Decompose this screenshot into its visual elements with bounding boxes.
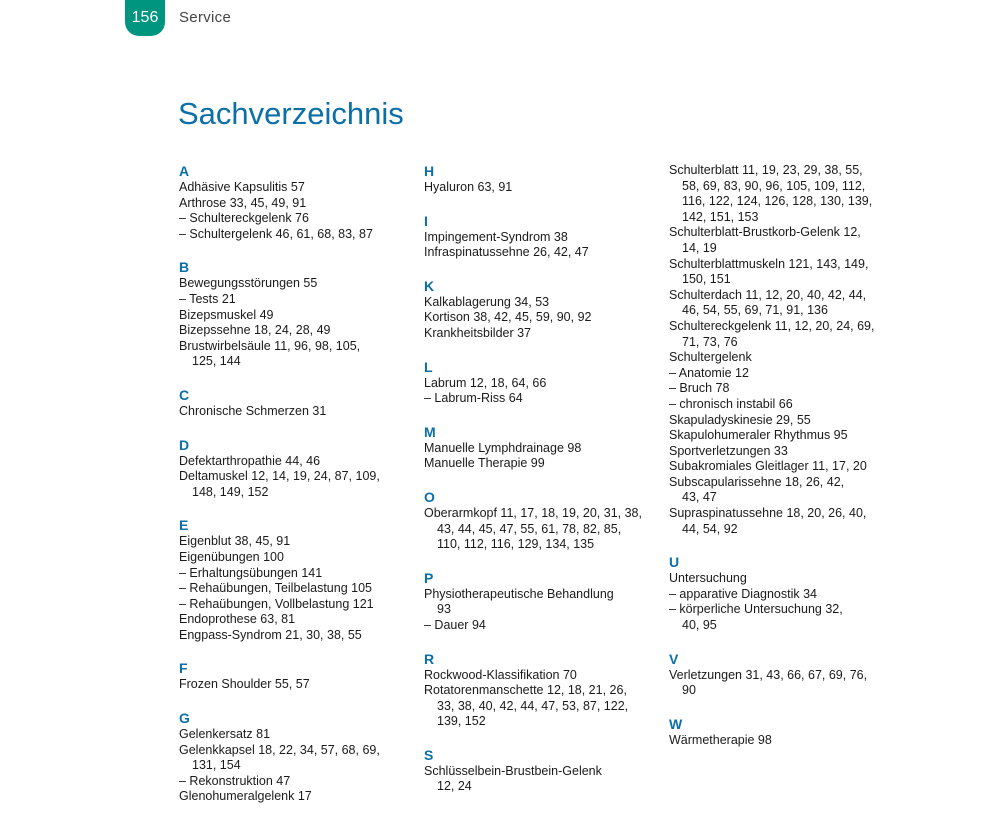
index-group (424, 163, 654, 196)
index-entry (669, 506, 899, 537)
index-entry (669, 225, 899, 256)
index-entry (179, 292, 409, 308)
index-entry-continuation: 116, 122, 124, 126, 128, 130, 139, (682, 194, 873, 209)
index-letter-heading: W (669, 715, 683, 732)
index-entry (424, 764, 654, 795)
index-letter-heading: A (179, 163, 190, 179)
index-entry (669, 350, 899, 366)
index-group (424, 278, 654, 342)
index-entry (179, 469, 409, 500)
index-entry (179, 180, 409, 196)
index-entry (179, 677, 409, 693)
index-entry-text: – Rekonstruktion 47 (179, 773, 291, 788)
index-entry (179, 774, 409, 790)
running-head: Service (179, 9, 232, 26)
index-entry-continuation: 131, 154 (192, 758, 241, 773)
index-entry-text: Adhäsive Kapsulitis 57 (179, 180, 305, 194)
index-entry-text: Labrum 12, 18, 64, 66 (424, 375, 547, 390)
index-entry-text: Rotatorenmanschette 12, 18, 21, 26, (424, 683, 627, 698)
index-entry (179, 404, 409, 420)
index-entry-text: – Tests 21 (179, 291, 236, 306)
index-group (179, 517, 409, 643)
index-entry (669, 288, 899, 319)
index-entry-text: Infraspinatussehne 26, 42, 47 (424, 245, 589, 260)
index-entry-text: Skapuladyskinesie 29, 55 (669, 412, 811, 427)
index-entry (669, 381, 899, 397)
index-entry (424, 456, 654, 472)
index-entry-continuation: 142, 151, 153 (682, 209, 759, 224)
index-entry (669, 475, 899, 506)
index-letter-heading: M (424, 423, 436, 440)
index-entry (669, 459, 899, 475)
index-letter-heading: F (179, 660, 188, 677)
index-group (424, 213, 654, 261)
index-entry (179, 612, 409, 628)
index-entry (424, 683, 654, 730)
index-entry-text: Schlüsselbein-Brustbein-Gelenk (424, 763, 602, 778)
index-entry (424, 180, 654, 196)
index-entry-text: Oberarmkopf 11, 17, 18, 19, 20, 31, 38, (424, 505, 642, 520)
index-group (424, 489, 654, 553)
index-entry (424, 441, 654, 457)
index-column-1 (179, 163, 409, 822)
index-entry-text: Impingement-Syndrom 38 (424, 229, 568, 244)
index-group (179, 163, 409, 242)
index-group (424, 424, 654, 472)
index-entry-continuation: 12, 24 (437, 779, 472, 794)
index-entry-text: Gelenkkapsel 18, 22, 34, 57, 68, 69, (179, 742, 380, 757)
index-entry (424, 587, 654, 618)
index-letter-heading: H (424, 163, 435, 179)
page-number-badge (125, 0, 165, 36)
index-entry (179, 727, 409, 743)
index-column-3 (669, 163, 899, 765)
index-entry (179, 743, 409, 774)
index-entry-text: – Labrum-Riss 64 (424, 391, 523, 406)
index-entry-text: – Dauer 94 (424, 617, 486, 632)
index-entry (424, 326, 654, 342)
index-letter-heading: V (669, 650, 679, 667)
index-entry-text: Eigenübungen 100 (179, 549, 284, 564)
index-entry-text: Brustwirbelsäule 11, 96, 98, 105, (179, 338, 361, 353)
index-entry-text: Arthrose 33, 45, 49, 91 (179, 195, 307, 210)
index-entry-text: Verletzungen 31, 43, 66, 67, 69, 76, (669, 667, 868, 682)
index-entry-text: Eigenblut 38, 45, 91 (179, 534, 291, 549)
index-letter-heading: I (424, 212, 428, 229)
index-group (424, 747, 654, 795)
index-entry-text: Rockwood-Klassifikation 70 (424, 667, 577, 682)
index-entry (669, 163, 899, 225)
index-entry (179, 211, 409, 227)
index-entry-text: Skapulohumeraler Rhythmus 95 (669, 428, 848, 443)
index-entry (669, 413, 899, 429)
index-entry-text: – Anatomie 12 (669, 365, 749, 380)
index-entry-text: Chronische Schmerzen 31 (179, 403, 327, 418)
index-letter-heading: E (179, 517, 189, 534)
index-entry-text: Schultereckgelenk 11, 12, 20, 24, 69, (669, 318, 875, 333)
index-entry-continuation: 40, 95 (682, 618, 717, 633)
index-letter-heading: D (179, 436, 190, 453)
index-letter-heading: S (424, 746, 434, 763)
index-letter-heading: O (424, 488, 435, 505)
index-entry-text: Defektarthropathie 44, 46 (179, 453, 321, 468)
index-entry (179, 227, 409, 243)
index-entry (669, 397, 899, 413)
index-entry (424, 376, 654, 392)
index-entry (424, 295, 654, 311)
index-entry-text: Deltamuskel 12, 14, 19, 24, 87, 109, (179, 469, 380, 484)
index-group (669, 651, 899, 699)
index-entry (179, 597, 409, 613)
index-entry-continuation: 148, 149, 152 (192, 484, 269, 499)
page-title: Sachverzeichnis (178, 96, 404, 131)
index-group (179, 387, 409, 420)
index-entry (179, 454, 409, 470)
index-entry (669, 366, 899, 382)
index-group (179, 660, 409, 693)
index-group (669, 163, 899, 537)
index-letter-heading: C (179, 386, 190, 403)
index-entry-text: Gelenkersatz 81 (179, 727, 271, 742)
index-entry (669, 257, 899, 288)
index-entry-text: – Bruch 78 (669, 381, 730, 396)
index-entry-continuation: 14, 19 (682, 240, 717, 255)
index-group (424, 570, 654, 634)
page-number: 156 (131, 9, 159, 26)
index-entry (179, 550, 409, 566)
index-entry-text: Supraspinatussehne 18, 20, 26, 40, (669, 506, 867, 521)
index-entry-text: Bizepsmuskel 49 (179, 307, 274, 322)
index-entry-text: Untersuchung (669, 571, 747, 586)
index-entry-text: Schultergelenk (669, 350, 752, 365)
index-entry (669, 444, 899, 460)
index-entry (669, 428, 899, 444)
index-entry (179, 323, 409, 339)
index-entry (669, 733, 899, 749)
index-entry-text: Physiotherapeutische Behandlung (424, 586, 614, 601)
index-entry-text: Schulterblatt 11, 19, 23, 29, 38, 55, (669, 163, 863, 177)
index-entry-text: Bizepssehne 18, 24, 28, 49 (179, 323, 331, 338)
index-entry-text: Subscapularissehne 18, 26, 42, (669, 474, 845, 489)
index-entry-continuation: 90 (682, 683, 696, 698)
index-entry (179, 534, 409, 550)
index-entry (179, 196, 409, 212)
index-entry-continuation: 44, 54, 92 (682, 521, 738, 536)
index-entry (179, 276, 409, 292)
index-entry-text: Schulterblattmuskeln 121, 143, 149, (669, 256, 869, 271)
index-entry-text: Kortison 38, 42, 45, 59, 90, 92 (424, 310, 592, 325)
index-entry-text: Hyaluron 63, 91 (424, 180, 513, 194)
index-entry-continuation: 125, 144 (192, 354, 241, 369)
index-entry (179, 566, 409, 582)
index-entry-text: – Rehaübungen, Vollbelastung 121 (179, 596, 374, 611)
index-entry-text: – körperliche Untersuchung 32, (669, 602, 843, 617)
index-entry-continuation: 110, 112, 116, 129, 134, 135 (437, 537, 595, 552)
index-entry-text: Glenohumeralgelenk 17 (179, 789, 312, 804)
index-entry (669, 602, 899, 633)
index-entry-text: – Rehaübungen, Teilbelastung 105 (179, 581, 372, 596)
index-entry (424, 245, 654, 261)
index-entry-text: Krankheitsbilder 37 (424, 325, 532, 340)
index-entry-continuation: 71, 73, 76 (682, 334, 738, 349)
index-entry-text: Schulterdach 11, 12, 20, 40, 42, 44, (669, 287, 867, 302)
index-entry (424, 506, 654, 553)
index-entry (179, 628, 409, 644)
index-letter-heading: U (669, 554, 680, 571)
index-entry-text: Engpass-Syndrom 21, 30, 38, 55 (179, 627, 362, 642)
index-entry-text: – Schultereckgelenk 76 (179, 211, 309, 226)
index-entry (669, 587, 899, 603)
index-entry (669, 668, 899, 699)
index-group (424, 651, 654, 730)
index-entry-continuation: 139, 152 (437, 714, 486, 729)
index-entry (424, 230, 654, 246)
index-entry-text: Kalkablagerung 34, 53 (424, 294, 550, 309)
index-group (179, 259, 409, 370)
index-entry-text: – chronisch instabil 66 (669, 396, 793, 411)
index-entry-continuation: 43, 47 (682, 490, 717, 505)
index-letter-heading: G (179, 710, 190, 727)
index-group (179, 710, 409, 805)
index-letter-heading: P (424, 569, 434, 586)
index-entry-text: Endoprothese 63, 81 (179, 612, 296, 627)
index-group (669, 716, 899, 749)
index-entry-continuation: 58, 69, 83, 90, 96, 105, 109, 112, (682, 178, 866, 193)
index-entry-text: Manuelle Therapie 99 (424, 456, 545, 471)
index-entry-text: Subakromiales Gleitlager 11, 17, 20 (669, 459, 867, 474)
index-entry-text: Bewegungsstörungen 55 (179, 276, 318, 291)
index-entry (424, 618, 654, 634)
index-entry (179, 789, 409, 805)
index-entry-continuation: 93 (437, 602, 451, 617)
index-letter-heading: L (424, 358, 433, 375)
index-letter-heading: K (424, 277, 435, 294)
index-column-2 (424, 163, 654, 812)
index-entry-continuation: 43, 44, 45, 47, 55, 61, 78, 82, 85, (437, 521, 622, 536)
index-entry-continuation: 33, 38, 40, 42, 44, 47, 53, 87, 122, (437, 698, 629, 713)
index-entry (424, 310, 654, 326)
index-entry-text: Wärmetherapie 98 (669, 732, 772, 747)
index-entry-continuation: 46, 54, 55, 69, 71, 91, 136 (682, 303, 828, 318)
index-group (424, 359, 654, 407)
index-entry-text: Frozen Shoulder 55, 57 (179, 677, 310, 692)
index-group (179, 437, 409, 501)
index-entry-text: Manuelle Lymphdrainage 98 (424, 440, 582, 455)
index-entry-text: – apparative Diagnostik 34 (669, 586, 818, 601)
index-entry (179, 308, 409, 324)
index-entry (424, 668, 654, 684)
index-entry-text: Sportverletzungen 33 (669, 443, 788, 458)
index-entry (669, 319, 899, 350)
index-letter-heading: B (179, 259, 190, 276)
index-entry-text: – Erhaltungsübungen 141 (179, 565, 323, 580)
index-entry-continuation: 150, 151 (682, 272, 731, 287)
index-entry-text: – Schultergelenk 46, 61, 68, 83, 87 (179, 226, 373, 241)
index-entry (179, 339, 409, 370)
index-entry (669, 571, 899, 587)
index-entry (179, 581, 409, 597)
index-entry-text: Schulterblatt-Brustkorb-Gelenk 12, (669, 225, 861, 240)
index-letter-heading: R (424, 650, 435, 667)
index-entry (424, 391, 654, 407)
index-group (669, 554, 899, 633)
